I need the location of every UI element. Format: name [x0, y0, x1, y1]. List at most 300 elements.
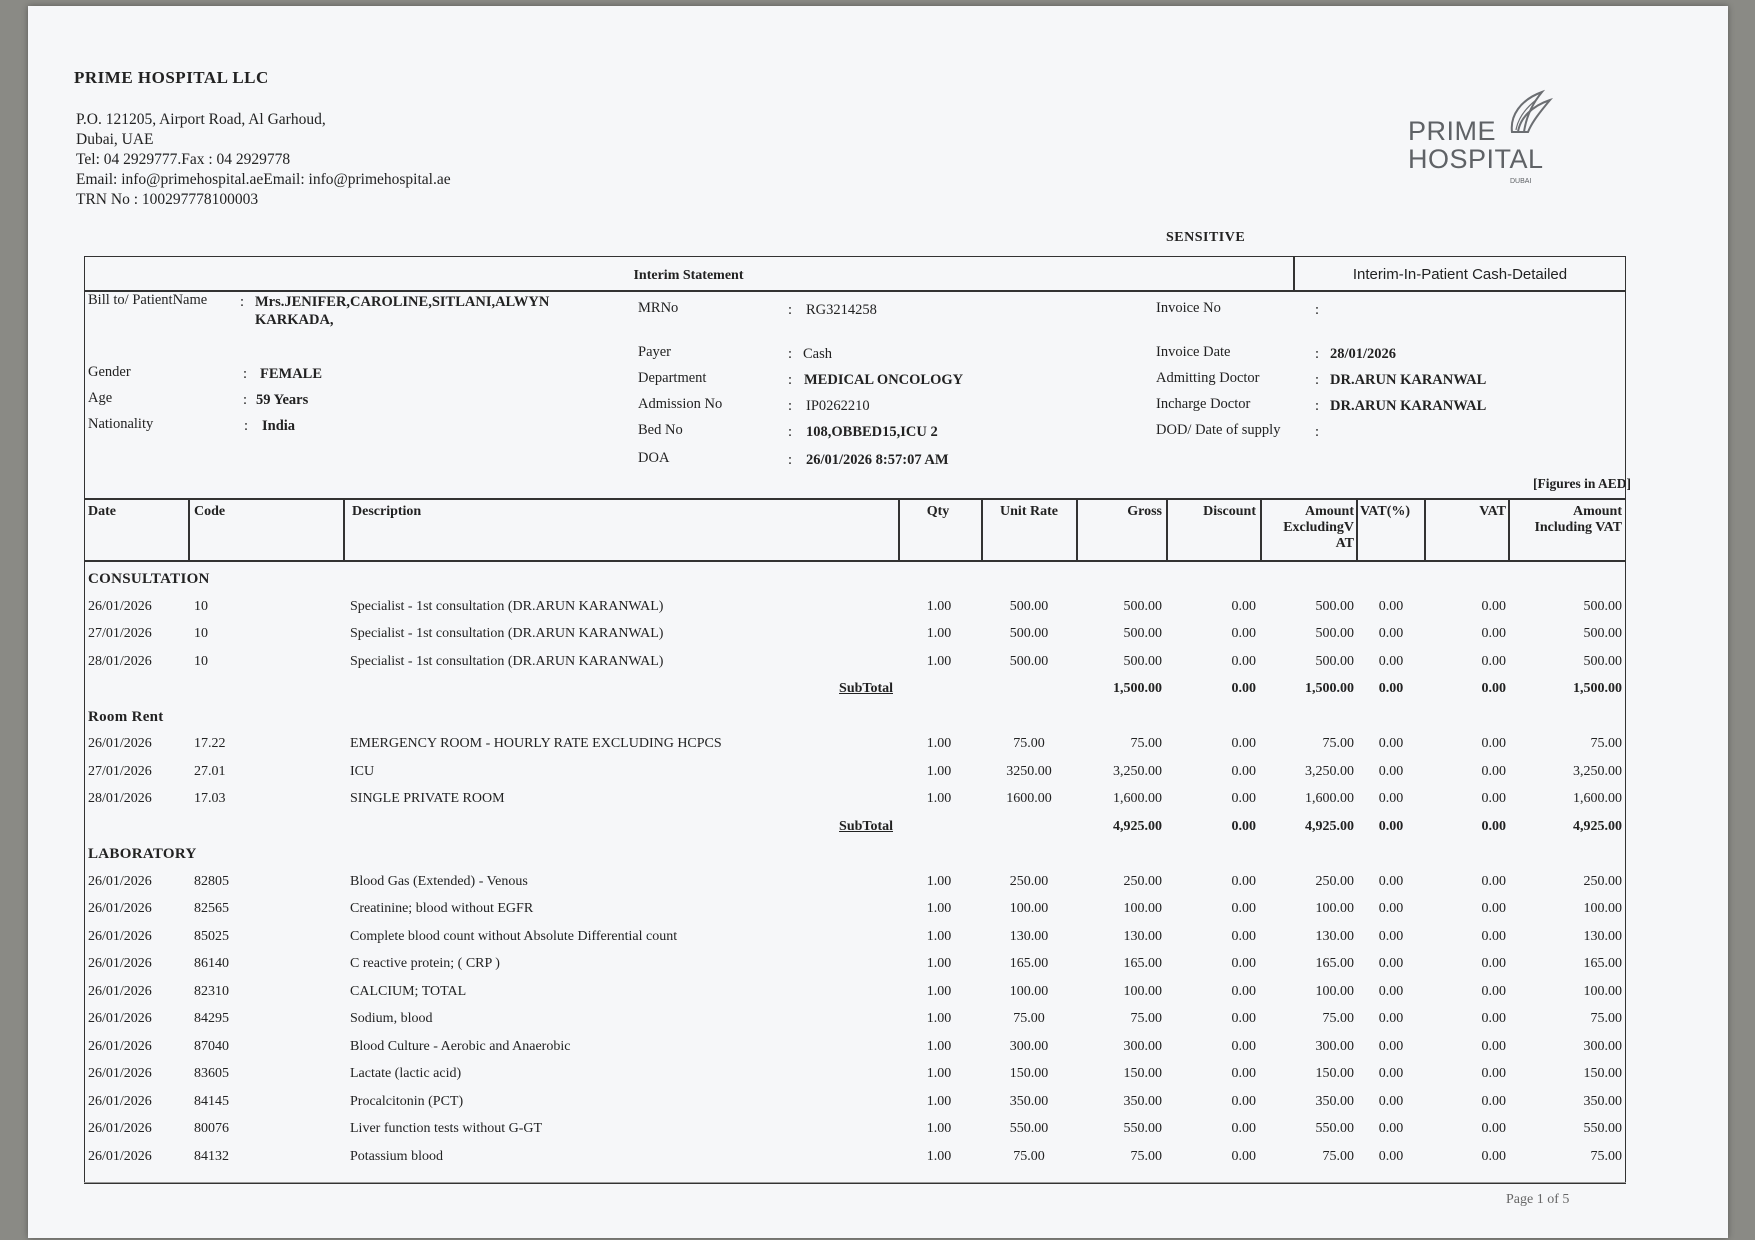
- divider: [84, 290, 1626, 292]
- table-row: [28, 764, 1728, 784]
- cell-excl: 100.00: [1315, 901, 1354, 916]
- cell-incl: 75.00: [1590, 1148, 1622, 1164]
- cell-code: 85025: [194, 928, 229, 944]
- bill-to-label: Bill to/ PatientName: [88, 292, 208, 308]
- cell-code: 82805: [194, 873, 229, 889]
- subtotal-label: SubTotal: [839, 818, 893, 834]
- cell-date: 26/01/2026: [88, 1148, 152, 1164]
- cell-incl: 550.00: [1583, 1121, 1622, 1136]
- cell-incl: 75.00: [1590, 1011, 1622, 1026]
- invoice-date-value: 28/01/2026: [1330, 346, 1397, 362]
- cell-gross: 75.00: [1130, 736, 1162, 751]
- colon: :: [788, 424, 793, 440]
- colon: :: [1315, 398, 1320, 414]
- cell-excl: 75.00: [1322, 736, 1354, 751]
- cell-qty: 1.00: [926, 1038, 952, 1054]
- colon: :: [1315, 302, 1320, 318]
- divider: [84, 498, 1626, 500]
- cell-disc: 0.00: [1231, 598, 1256, 614]
- incharge-doctor-value: DR.ARUN KARANWAL: [1330, 398, 1487, 414]
- subtotal-incl: 1,500.00: [1573, 681, 1622, 696]
- cell-date: 27/01/2026: [88, 626, 152, 641]
- colon: :: [244, 418, 249, 434]
- payer-value: Cash: [803, 346, 832, 362]
- table-row: [28, 626, 1728, 646]
- header-line: Amount: [1304, 504, 1354, 519]
- cell-qty: 1.00: [926, 901, 952, 916]
- cell-vatp: 0.00: [1378, 928, 1404, 944]
- column-divider: [1356, 498, 1358, 561]
- cell-incl: 300.00: [1583, 1038, 1622, 1054]
- header-line: ExcludingV: [1283, 520, 1354, 535]
- cell-vat: 0.00: [1481, 1011, 1506, 1026]
- subtotal-excl: 4,925.00: [1305, 818, 1354, 834]
- cell-code: 87040: [194, 1038, 229, 1054]
- invoice-no-label: Invoice No: [1156, 300, 1221, 316]
- cell-vat: 0.00: [1481, 1121, 1506, 1136]
- cell-rate: 500.00: [1009, 598, 1049, 614]
- cell-rate: 75.00: [1013, 1148, 1045, 1164]
- colon: :: [240, 294, 245, 310]
- hospital-name: PRIME HOSPITAL LLC: [74, 68, 269, 87]
- cell-desc: Sodium, blood: [350, 1011, 433, 1026]
- column-divider: [188, 498, 190, 561]
- section-title: LABORATORY: [88, 846, 197, 862]
- cell-vat: 0.00: [1481, 956, 1506, 971]
- table-row: [28, 1066, 1728, 1086]
- cell-excl: 75.00: [1322, 1011, 1354, 1026]
- cell-qty: 1.00: [926, 791, 952, 806]
- cell-vatp: 0.00: [1378, 626, 1404, 641]
- subtotal-excl: 1,500.00: [1305, 681, 1354, 696]
- cell-desc: C reactive protein; ( CRP ): [350, 956, 500, 971]
- cell-vat: 0.00: [1481, 598, 1506, 614]
- cell-vat: 0.00: [1481, 901, 1506, 916]
- department-label: Department: [638, 370, 707, 386]
- cell-desc: Complete blood count without Absolute Differential count: [350, 928, 678, 944]
- cell-incl: 150.00: [1583, 1066, 1622, 1081]
- cell-qty: 1.00: [926, 763, 952, 779]
- header-line: Amount: [1572, 504, 1622, 519]
- subtotal-disc: 0.00: [1231, 818, 1256, 834]
- colon: :: [788, 452, 793, 468]
- table-row: [28, 599, 1728, 619]
- table-row: [28, 1149, 1728, 1169]
- cell-gross: 1,600.00: [1113, 791, 1162, 806]
- cell-vat: 0.00: [1481, 928, 1506, 944]
- cell-incl: 165.00: [1583, 956, 1622, 971]
- cell-excl: 550.00: [1315, 1121, 1354, 1136]
- subtotal-label: SubTotal: [839, 681, 893, 696]
- cell-qty: 1.00: [926, 1121, 952, 1136]
- colon: :: [788, 372, 793, 388]
- cell-disc: 0.00: [1231, 1121, 1256, 1136]
- cell-incl: 75.00: [1590, 736, 1622, 751]
- address-line: Tel: 04 2929777.Fax : 04 2929778: [76, 151, 291, 168]
- sensitive-label: SENSITIVE: [1166, 230, 1246, 245]
- cell-disc: 0.00: [1231, 928, 1256, 944]
- cell-incl: 130.00: [1583, 928, 1622, 944]
- cell-incl: 500.00: [1583, 653, 1622, 669]
- col-header-qty: Qty: [926, 504, 950, 519]
- subtotal-vat: 0.00: [1481, 681, 1506, 696]
- cell-code: 83605: [194, 1066, 229, 1081]
- patient-name: Mrs.JENIFER,CAROLINE,SITLANI,ALWYN: [255, 294, 550, 310]
- cell-disc: 0.00: [1231, 763, 1256, 779]
- cell-excl: 75.00: [1322, 1148, 1354, 1164]
- cell-gross: 300.00: [1123, 1038, 1162, 1054]
- table-row: [28, 1011, 1728, 1031]
- cell-gross: 500.00: [1123, 653, 1162, 669]
- header-line: AT: [1335, 536, 1354, 551]
- cell-vatp: 0.00: [1378, 791, 1404, 806]
- cell-excl: 100.00: [1315, 983, 1354, 999]
- colon: :: [788, 302, 793, 318]
- cell-gross: 250.00: [1123, 873, 1162, 889]
- cell-desc: Specialist - 1st consultation (DR.ARUN KARANWAL): [350, 626, 664, 641]
- col-header-amount-incl-vat: [1510, 504, 1622, 536]
- cell-rate: 350.00: [1009, 1093, 1049, 1109]
- dod-label: DOD/ Date of supply: [1156, 422, 1281, 438]
- cell-date: 26/01/2026: [88, 1011, 152, 1026]
- incharge-doctor-label: Incharge Doctor: [1156, 396, 1251, 412]
- table-row: [28, 736, 1728, 756]
- table-row: [28, 984, 1728, 1004]
- cell-vatp: 0.00: [1378, 1148, 1404, 1164]
- cell-rate: 550.00: [1009, 1121, 1049, 1136]
- address-line: TRN No : 100297778100003: [76, 191, 259, 208]
- col-header-gross: Gross: [1127, 504, 1162, 519]
- cell-date: 26/01/2026: [88, 736, 152, 751]
- cell-rate: 500.00: [1009, 626, 1049, 641]
- cell-qty: 1.00: [926, 1011, 952, 1026]
- cell-disc: 0.00: [1231, 1011, 1256, 1026]
- cell-vat: 0.00: [1481, 1148, 1506, 1164]
- cell-desc: Specialist - 1st consultation (DR.ARUN KARANWAL): [350, 598, 664, 614]
- colon: :: [1315, 372, 1320, 388]
- col-header-discount: Discount: [1203, 504, 1256, 519]
- cell-incl: 100.00: [1583, 901, 1622, 916]
- cell-incl: 3,250.00: [1573, 763, 1622, 779]
- col-header-code: Code: [194, 504, 226, 519]
- table-row: [28, 1121, 1728, 1141]
- cell-qty: 1.00: [926, 653, 952, 669]
- page-number: Page 1 of 5: [1506, 1192, 1570, 1207]
- cell-rate: 75.00: [1013, 1011, 1045, 1026]
- figures-note: [Figures in AED]: [1533, 476, 1632, 491]
- table-row: [28, 874, 1728, 894]
- cell-qty: 1.00: [926, 1066, 952, 1081]
- cell-gross: 130.00: [1123, 928, 1162, 944]
- cell-code: 10: [194, 653, 208, 669]
- cell-code: 84132: [194, 1148, 229, 1164]
- logo-text-dubai: DUBAI: [1510, 178, 1532, 185]
- cell-desc: Blood Culture - Aerobic and Anaerobic: [350, 1038, 571, 1054]
- statement-title: Interim Statement: [633, 268, 744, 283]
- doa-label: DOA: [638, 450, 670, 466]
- address-line: Email: info@primehospital.aeEmail: info@primehospital.ae: [76, 171, 451, 188]
- mrno-label: MRNo: [638, 300, 679, 316]
- cell-excl: 3,250.00: [1305, 763, 1354, 779]
- header-line: Including VAT: [1534, 520, 1622, 535]
- doa-value: 26/01/2026 8:57:07 AM: [806, 452, 949, 468]
- invoice-date-label: Invoice Date: [1156, 344, 1231, 360]
- cell-disc: 0.00: [1231, 791, 1256, 806]
- divider: [84, 1182, 1626, 1183]
- cell-desc: Creatinine; blood without EGFR: [350, 901, 534, 916]
- cell-incl: 350.00: [1583, 1093, 1622, 1109]
- table-row: [28, 1094, 1728, 1114]
- cell-incl: 250.00: [1583, 873, 1622, 889]
- cell-disc: 0.00: [1231, 873, 1256, 889]
- admitting-doctor-label: Admitting Doctor: [1156, 370, 1260, 386]
- cell-qty: 1.00: [926, 873, 952, 889]
- cell-code: 10: [194, 598, 208, 614]
- cell-excl: 300.00: [1315, 1038, 1354, 1054]
- age-label: Age: [88, 390, 113, 406]
- cell-gross: 75.00: [1130, 1148, 1162, 1164]
- subtotal-disc: 0.00: [1231, 681, 1256, 696]
- cell-excl: 500.00: [1315, 626, 1354, 641]
- cell-vatp: 0.00: [1378, 1011, 1404, 1026]
- subtotal-incl: 4,925.00: [1573, 818, 1622, 834]
- address-line: P.O. 121205, Airport Road, Al Garhoud,: [76, 111, 326, 128]
- cell-vatp: 0.00: [1378, 653, 1404, 669]
- subtotal-gross: 1,500.00: [1113, 681, 1162, 696]
- cell-vatp: 0.00: [1378, 736, 1404, 751]
- cell-desc: Specialist - 1st consultation (DR.ARUN KARANWAL): [350, 653, 664, 669]
- payer-label: Payer: [638, 344, 672, 360]
- cell-rate: 75.00: [1013, 736, 1045, 751]
- cell-desc: EMERGENCY ROOM - HOURLY RATE EXCLUDING HCPCS: [350, 736, 722, 751]
- cell-gross: 150.00: [1123, 1066, 1162, 1081]
- subtotal-row: [28, 681, 1728, 701]
- cell-date: 27/01/2026: [88, 763, 152, 779]
- hospital-logo: [1408, 88, 1568, 188]
- section-title: CONSULTATION: [88, 571, 210, 587]
- admission-value: IP0262210: [806, 398, 870, 414]
- cell-vat: 0.00: [1481, 626, 1506, 641]
- cell-qty: 1.00: [926, 598, 952, 614]
- gender-label: Gender: [88, 364, 131, 380]
- cell-vatp: 0.00: [1378, 1093, 1404, 1109]
- cell-vatp: 0.00: [1378, 956, 1404, 971]
- colon: :: [788, 346, 793, 362]
- cell-date: 28/01/2026: [88, 791, 152, 806]
- cell-code: 17.22: [194, 736, 226, 751]
- col-header-vat-pct: VAT(%): [1360, 504, 1411, 519]
- cell-date: 28/01/2026: [88, 653, 152, 669]
- cell-rate: 1600.00: [1006, 791, 1052, 806]
- section-title: Room Rent: [88, 708, 164, 725]
- address-line: Dubai, UAE: [76, 131, 154, 148]
- subtotal-vatp: 0.00: [1378, 818, 1404, 834]
- subtotal-vatp: 0.00: [1378, 681, 1404, 696]
- cell-disc: 0.00: [1231, 626, 1256, 641]
- cell-vat: 0.00: [1481, 1066, 1506, 1081]
- cell-code: 82565: [194, 901, 229, 916]
- cell-vat: 0.00: [1481, 873, 1506, 889]
- cell-desc: CALCIUM; TOTAL: [350, 983, 467, 999]
- gender-value: FEMALE: [260, 366, 323, 382]
- table-row: [28, 956, 1728, 976]
- cell-rate: 150.00: [1009, 1066, 1049, 1081]
- colon: :: [243, 392, 248, 408]
- cell-date: 26/01/2026: [88, 1121, 152, 1136]
- cell-code: 80076: [194, 1121, 229, 1136]
- table-row: [28, 654, 1728, 674]
- table-row: [28, 791, 1728, 811]
- col-header-vat: VAT: [1479, 504, 1506, 519]
- cell-desc: Liver function tests without G-GT: [350, 1121, 543, 1136]
- colon: :: [243, 366, 248, 382]
- cell-excl: 1,600.00: [1305, 791, 1354, 806]
- cell-code: 84295: [194, 1011, 229, 1026]
- cell-code: 10: [194, 626, 208, 641]
- cell-vatp: 0.00: [1378, 1038, 1404, 1054]
- cell-gross: 550.00: [1123, 1121, 1162, 1136]
- cell-vatp: 0.00: [1378, 763, 1404, 779]
- cell-vatp: 0.00: [1378, 983, 1404, 999]
- colon: :: [1315, 424, 1320, 440]
- cell-disc: 0.00: [1231, 653, 1256, 669]
- cell-disc: 0.00: [1231, 1066, 1256, 1081]
- cell-excl: 500.00: [1315, 653, 1354, 669]
- cell-disc: 0.00: [1231, 736, 1256, 751]
- cell-gross: 500.00: [1123, 598, 1162, 614]
- colon: :: [1315, 346, 1320, 362]
- cell-date: 26/01/2026: [88, 901, 152, 916]
- col-header-description: Description: [352, 504, 422, 519]
- colon: :: [788, 398, 793, 414]
- cell-vat: 0.00: [1481, 1038, 1506, 1054]
- cell-code: 86140: [194, 956, 229, 971]
- patient-name-cont: KARKADA,: [255, 312, 334, 328]
- cell-date: 26/01/2026: [88, 1093, 152, 1109]
- cell-rate: 300.00: [1009, 1038, 1049, 1054]
- cell-date: 26/01/2026: [88, 873, 152, 889]
- col-header-date: Date: [88, 504, 116, 519]
- cell-desc: Lactate (lactic acid): [350, 1066, 462, 1081]
- hospital-address: [76, 110, 451, 210]
- cell-desc: Procalcitonin (PCT): [350, 1093, 464, 1109]
- subtotal-vat: 0.00: [1481, 818, 1506, 834]
- cell-vat: 0.00: [1481, 736, 1506, 751]
- cell-excl: 250.00: [1315, 873, 1354, 889]
- cell-desc: Potassium blood: [350, 1148, 443, 1164]
- column-divider: [343, 498, 345, 561]
- cell-disc: 0.00: [1231, 1038, 1256, 1054]
- cell-gross: 3,250.00: [1113, 763, 1162, 779]
- cell-vatp: 0.00: [1378, 1066, 1404, 1081]
- bed-label: Bed No: [638, 422, 683, 438]
- cell-date: 26/01/2026: [88, 928, 152, 944]
- statement-type: Interim-In-Patient Cash-Detailed: [1352, 266, 1568, 283]
- cell-code: 27.01: [194, 763, 226, 779]
- cell-rate: 3250.00: [1006, 763, 1052, 779]
- cell-code: 17.03: [194, 791, 226, 806]
- cell-rate: 500.00: [1009, 653, 1049, 669]
- cell-desc: Blood Gas (Extended) - Venous: [350, 873, 528, 889]
- cell-disc: 0.00: [1231, 1093, 1256, 1109]
- cell-disc: 0.00: [1231, 956, 1256, 971]
- cell-qty: 1.00: [926, 736, 952, 751]
- logo-text-prime: PRIME: [1408, 116, 1497, 146]
- cell-vatp: 0.00: [1378, 598, 1404, 614]
- cell-qty: 1.00: [926, 1093, 952, 1109]
- cell-excl: 350.00: [1315, 1093, 1354, 1109]
- logo-text-hospital: HOSPITAL: [1408, 144, 1544, 174]
- cell-gross: 100.00: [1123, 983, 1162, 999]
- leaf-logo-icon: [1502, 88, 1554, 136]
- department-value: MEDICAL ONCOLOGY: [804, 372, 964, 388]
- cell-rate: 130.00: [1009, 928, 1049, 944]
- cell-disc: 0.00: [1231, 983, 1256, 999]
- cell-incl: 500.00: [1583, 626, 1622, 641]
- cell-vat: 0.00: [1481, 983, 1506, 999]
- table-row: [28, 929, 1728, 949]
- subtotal-row: [28, 819, 1728, 839]
- nationality-label: Nationality: [88, 416, 154, 432]
- bed-value: 108,OBBED15,ICU 2: [806, 424, 938, 440]
- cell-date: 26/01/2026: [88, 956, 152, 971]
- cell-gross: 165.00: [1123, 956, 1162, 971]
- cell-incl: 500.00: [1583, 598, 1622, 614]
- mrno-value: RG3214258: [806, 302, 877, 318]
- cell-vatp: 0.00: [1378, 901, 1404, 916]
- cell-qty: 1.00: [926, 956, 952, 971]
- cell-incl: 100.00: [1583, 983, 1622, 999]
- table-row: [28, 901, 1728, 921]
- cell-vatp: 0.00: [1378, 1121, 1404, 1136]
- cell-qty: 1.00: [926, 626, 952, 641]
- divider: [84, 560, 1626, 562]
- cell-date: 26/01/2026: [88, 983, 152, 999]
- cell-desc: ICU: [350, 763, 375, 779]
- cell-date: 26/01/2026: [88, 1038, 152, 1054]
- cell-incl: 1,600.00: [1573, 791, 1622, 806]
- cell-vat: 0.00: [1481, 791, 1506, 806]
- age-value: 59 Years: [256, 392, 309, 408]
- cell-rate: 100.00: [1009, 983, 1049, 999]
- cell-vat: 0.00: [1481, 763, 1506, 779]
- cell-excl: 165.00: [1315, 956, 1354, 971]
- cell-date: 26/01/2026: [88, 598, 152, 614]
- cell-qty: 1.00: [926, 928, 952, 944]
- col-header-amount-excl-vat: [1262, 504, 1354, 552]
- nationality-value: India: [262, 418, 296, 434]
- cell-rate: 250.00: [1009, 873, 1049, 889]
- cell-vatp: 0.00: [1378, 873, 1404, 889]
- cell-qty: 1.00: [926, 1148, 952, 1164]
- cell-gross: 100.00: [1123, 901, 1162, 916]
- cell-code: 84145: [194, 1093, 229, 1109]
- cell-code: 82310: [194, 983, 229, 999]
- cell-gross: 75.00: [1130, 1011, 1162, 1026]
- cell-date: 26/01/2026: [88, 1066, 152, 1081]
- cell-disc: 0.00: [1231, 1148, 1256, 1164]
- cell-gross: 500.00: [1123, 626, 1162, 641]
- subtotal-gross: 4,925.00: [1113, 818, 1162, 834]
- cell-qty: 1.00: [926, 983, 952, 999]
- cell-disc: 0.00: [1231, 901, 1256, 916]
- admission-label: Admission No: [638, 396, 723, 412]
- statement-page: [28, 6, 1728, 1238]
- cell-vat: 0.00: [1481, 653, 1506, 669]
- cell-rate: 100.00: [1009, 901, 1049, 916]
- col-header-unit-rate: Unit Rate: [1000, 504, 1058, 519]
- cell-rate: 165.00: [1009, 956, 1049, 971]
